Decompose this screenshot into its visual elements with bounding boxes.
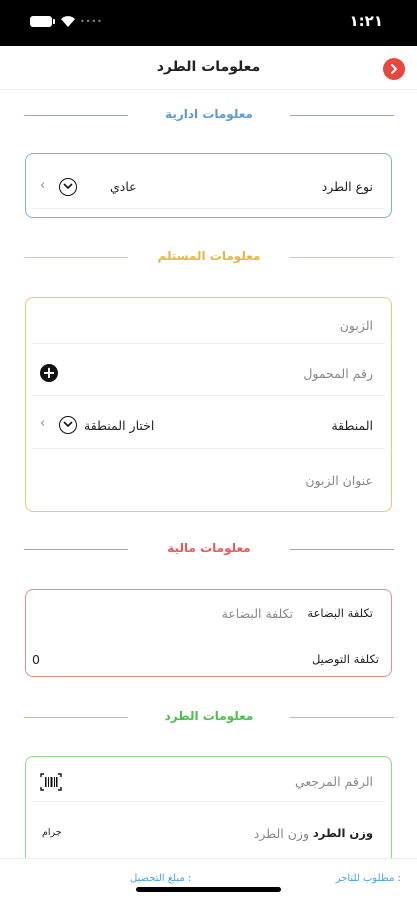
- page-title: معلومات الطرد: [156, 59, 261, 75]
- barcode-icon[interactable]: [40, 773, 62, 791]
- section-title-receiver: معلومات المستلم: [157, 249, 261, 263]
- weight-unit: جرام: [42, 827, 62, 838]
- section-title-admin: معلومات ادارية: [165, 107, 253, 121]
- weight-label: وزن الطرد: [312, 826, 373, 840]
- phone-field[interactable]: [26, 344, 391, 396]
- region-row[interactable]: [26, 396, 391, 448]
- wifi-icon: [60, 14, 76, 28]
- parcel-card: [25, 756, 392, 866]
- merchant-due-label: مطلوب للتاجر :: [335, 873, 401, 884]
- weight-row[interactable]: [26, 802, 391, 862]
- reference-input[interactable]: الرقم المرجعي: [294, 774, 373, 789]
- receiver-card: [25, 297, 392, 512]
- signal-icon: ••••: [80, 17, 103, 26]
- header: [0, 46, 417, 90]
- address-field[interactable]: [26, 449, 391, 509]
- section-divider-parcel: [24, 708, 394, 728]
- section-divider-receiver: [24, 248, 394, 268]
- status-bar: [0, 0, 417, 46]
- back-button[interactable]: [383, 58, 405, 80]
- reference-field[interactable]: [26, 757, 391, 801]
- section-divider-financial: [24, 540, 394, 560]
- chevron-left-icon: ‹: [40, 178, 46, 193]
- delivery-cost-row: [26, 634, 391, 678]
- chevron-down-icon[interactable]: [59, 178, 77, 196]
- collection-amount-label: مبلغ التحصيل :: [130, 873, 192, 884]
- section-divider-admin: [24, 106, 394, 126]
- goods-cost-label: تكلفة البضاعة: [307, 606, 373, 620]
- admin-card: [25, 153, 392, 218]
- chevron-down-icon[interactable]: [59, 416, 77, 434]
- summary-footer: [0, 858, 417, 900]
- parcel-type-row[interactable]: [26, 154, 391, 206]
- goods-cost-input[interactable]: تكلفة البضاعة: [221, 606, 293, 621]
- section-title-parcel: معلومات الطرد: [164, 709, 254, 723]
- customer-field[interactable]: [26, 298, 391, 342]
- chevron-left-icon: ‹: [40, 416, 46, 431]
- region-label: المنطقة: [331, 418, 373, 433]
- section-title-financial: معلومات مالية: [167, 541, 251, 555]
- battery-icon: [30, 16, 52, 27]
- home-indicator: [136, 887, 281, 892]
- delivery-cost-value: 0: [32, 652, 40, 667]
- parcel-type-value: عادي: [110, 179, 137, 194]
- status-time: ١:٢١: [349, 12, 383, 30]
- region-value: اختار المنطقة: [84, 418, 155, 433]
- delivery-cost-label: تكلفة التوصيل: [311, 652, 379, 666]
- chevron-right-icon: [388, 63, 400, 75]
- address-input[interactable]: عنوان الزبون: [305, 473, 373, 488]
- add-phone-button[interactable]: +: [40, 364, 58, 382]
- goods-cost-row[interactable]: [26, 590, 391, 634]
- phone-input[interactable]: رقم المحمول: [303, 366, 373, 381]
- financial-card: [25, 589, 392, 677]
- parcel-type-label: نوع الطرد: [321, 179, 373, 194]
- weight-input[interactable]: وزن الطرد: [253, 826, 309, 841]
- customer-input[interactable]: الزبون: [339, 318, 373, 333]
